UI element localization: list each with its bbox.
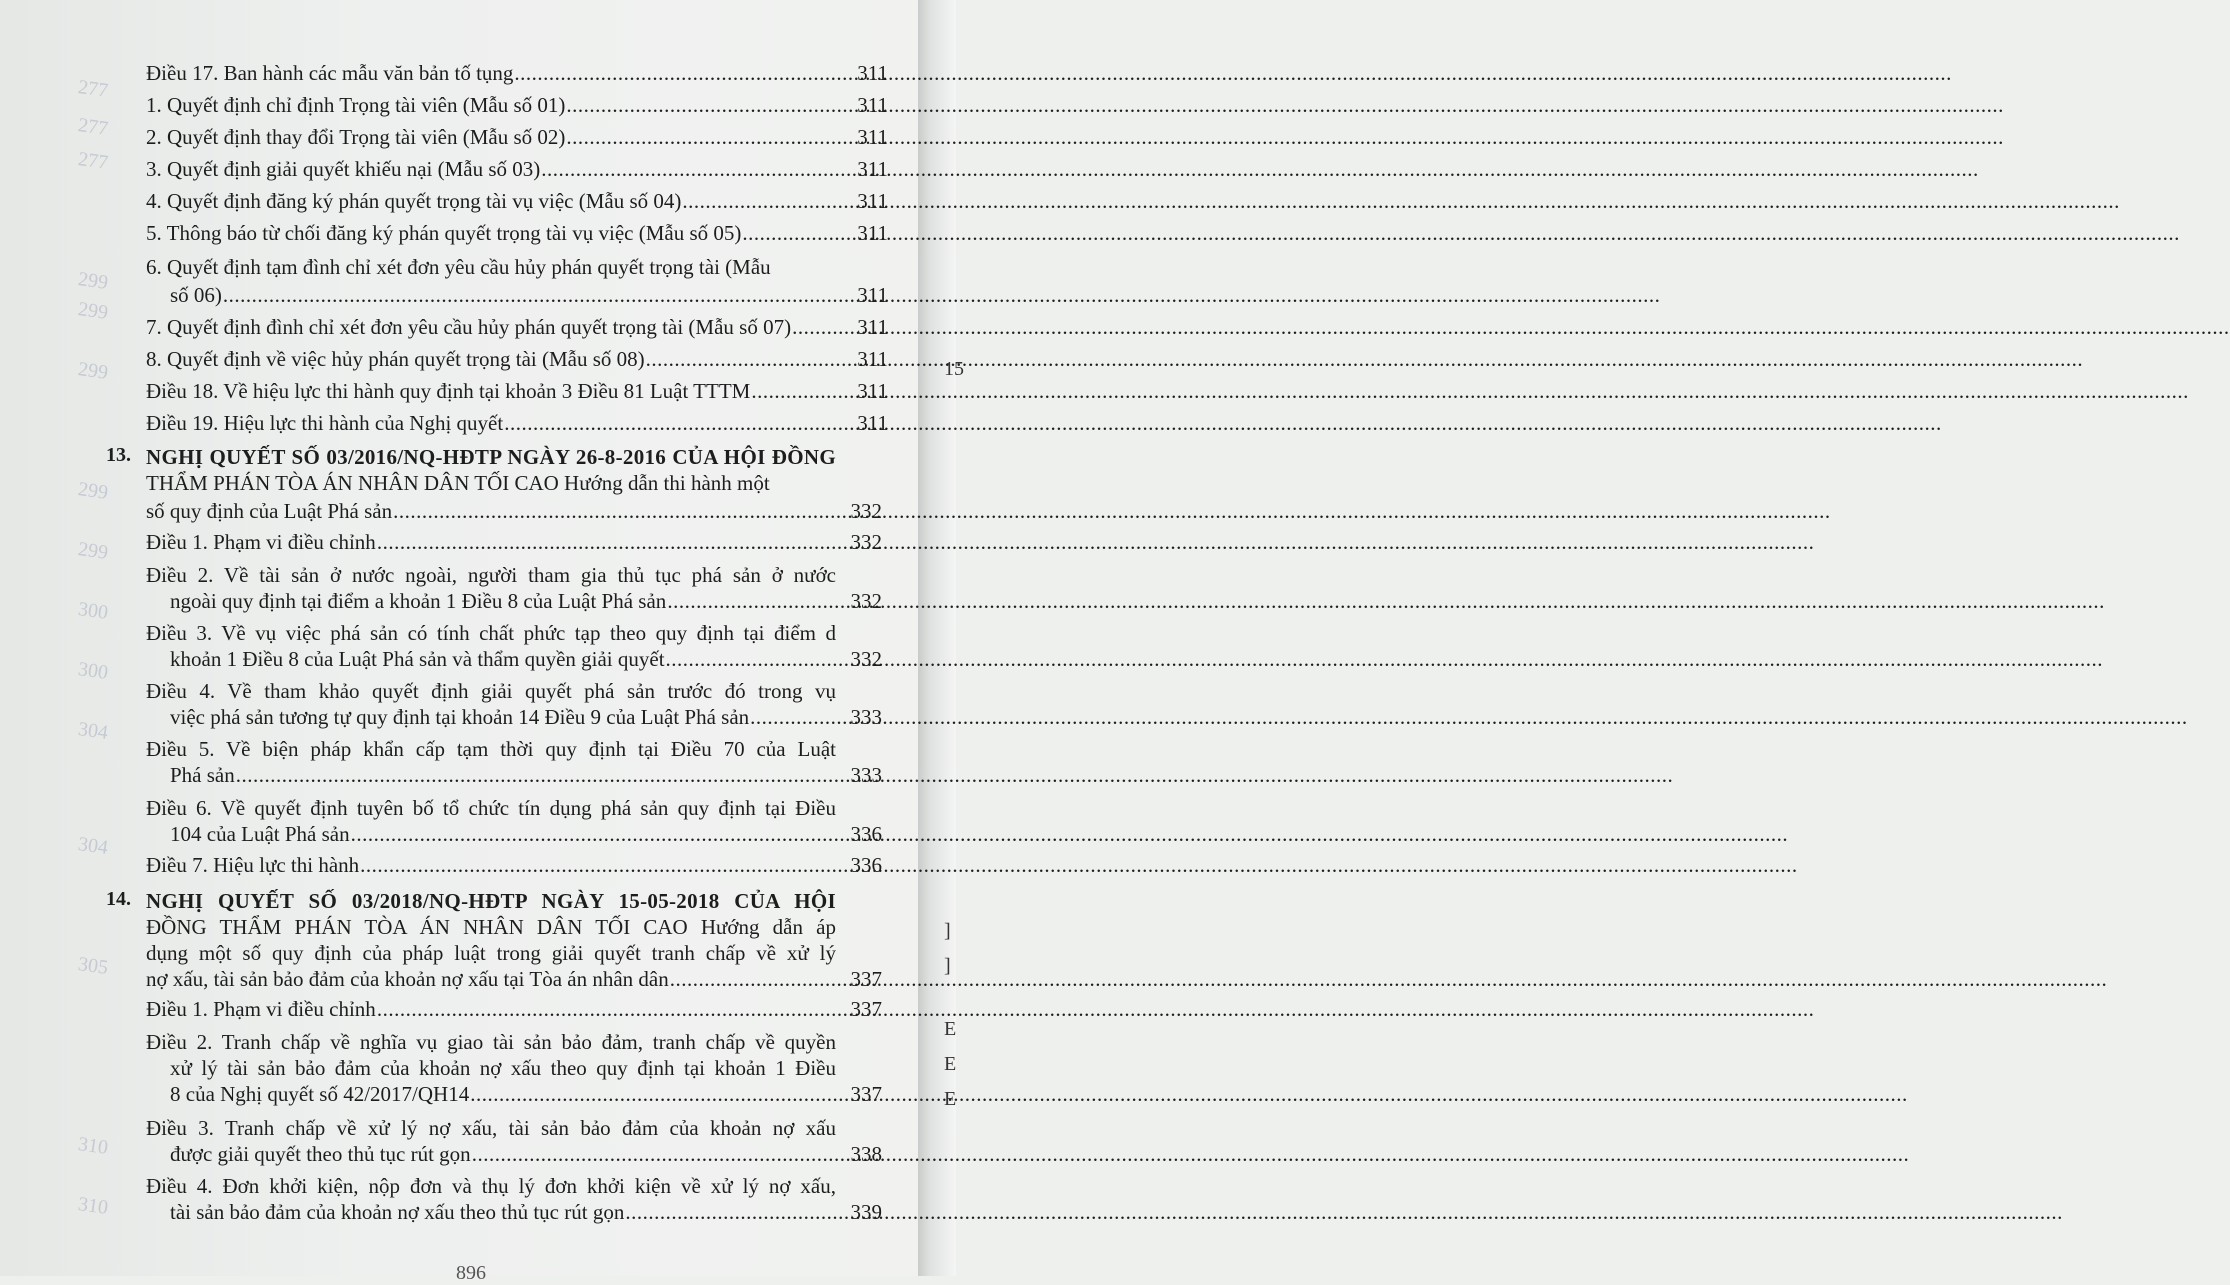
leader-dots bbox=[625, 1199, 849, 1225]
ghost-number: 310 bbox=[76, 1133, 110, 1159]
toc-entry-title: Điều 1. Phạm vi điều chỉnh bbox=[146, 530, 376, 554]
ghost-number: 299 bbox=[76, 298, 110, 324]
page-number: 896 bbox=[456, 1262, 486, 1284]
ghost-number: 299 bbox=[76, 538, 110, 564]
ghost-number: 310 bbox=[76, 1193, 110, 1219]
toc-entry-page: 336 bbox=[850, 853, 882, 877]
leader-dots bbox=[377, 996, 850, 1022]
toc-entry-page: 332 bbox=[850, 499, 882, 523]
ghost-number: 277 bbox=[76, 114, 110, 140]
toc-entry-page: 332 bbox=[850, 589, 882, 613]
leader-dots bbox=[566, 124, 856, 150]
toc-entry-line: Điều 6. Về quyết định tuyên bố tổ chức tín dụng phá sản quy định tại Điều bbox=[146, 796, 836, 820]
leader-dots bbox=[750, 704, 849, 730]
toc-entry-title: 3. Quyết định giải quyết khiếu nại (Mẫu số 03) bbox=[146, 157, 541, 181]
toc-entry bbox=[146, 346, 888, 372]
toc-entry-page: 311 bbox=[857, 157, 888, 181]
leader-dots bbox=[670, 966, 850, 992]
toc-entry-page: 339 bbox=[850, 1200, 882, 1224]
toc-entry-page: 333 bbox=[850, 705, 882, 729]
leader-dots bbox=[470, 1081, 849, 1107]
toc-entry-page: 311 bbox=[857, 93, 888, 117]
section-heading: NGHỊ QUYẾT SỐ 03/2018/NQ-HĐTP NGÀY 15-05-2018 CỦA HỘI bbox=[146, 889, 836, 913]
toc-entry bbox=[146, 498, 882, 524]
toc-entry bbox=[146, 410, 888, 436]
leader-dots bbox=[682, 188, 856, 214]
toc-entry bbox=[146, 996, 882, 1022]
edge-char: ] bbox=[944, 955, 951, 977]
toc-entry-line: Điều 2. Về tài sản ở nước ngoài, người tham gia thủ tục phá sản ở nước bbox=[146, 563, 836, 587]
toc-entry-line: Điều 5. Về biện pháp khẩn cấp tạm thời quy định tại Điều 70 của Luật bbox=[146, 737, 836, 761]
toc-entry-line: Điều 2. Tranh chấp về nghĩa vụ giao tài sản bảo đảm, tranh chấp về quyền bbox=[146, 1030, 836, 1054]
toc-entry bbox=[170, 282, 888, 308]
table-of-contents bbox=[0, 0, 920, 1276]
toc-entry-title: 1. Quyết định chỉ định Trọng tài viên (Mẫu số 01) bbox=[146, 93, 566, 117]
ghost-number: 299 bbox=[76, 478, 110, 504]
toc-entry-line: 6. Quyết định tạm đình chỉ xét đơn yêu cầu hủy phán quyết trọng tài (Mẫu bbox=[146, 255, 771, 279]
toc-entry-page: 311 bbox=[857, 283, 888, 307]
leader-dots bbox=[393, 498, 849, 524]
toc-entry-line: Điều 3. Về vụ việc phá sản có tính chất phức tạp theo quy định tại điểm d bbox=[146, 621, 836, 645]
leader-dots bbox=[236, 762, 850, 788]
toc-entry-title: nợ xấu, tài sản bảo đảm của khoản nợ xấu tại Tòa án nhân dân bbox=[146, 967, 669, 991]
toc-entry bbox=[146, 378, 888, 404]
toc-entry bbox=[146, 188, 888, 214]
toc-entry-page: 311 bbox=[857, 189, 888, 213]
leader-dots bbox=[667, 588, 849, 614]
toc-entry-page: 311 bbox=[857, 61, 888, 85]
ghost-number: 300 bbox=[76, 598, 110, 624]
toc-entry-title: 2. Quyết định thay đổi Trọng tài viên (Mẫu số 02) bbox=[146, 125, 566, 149]
leader-dots bbox=[472, 1141, 850, 1167]
toc-entry bbox=[170, 1141, 882, 1167]
toc-entry-title: Điều 18. Về hiệu lực thi hành quy định tại khoản 3 Điều 81 Luật TTTM bbox=[146, 379, 751, 403]
leader-dots bbox=[514, 60, 856, 86]
toc-entry-title: việc phá sản tương tự quy định tại khoản 14 Điều 9 của Luật Phá sản bbox=[170, 705, 750, 729]
section-heading: NGHỊ QUYẾT SỐ 03/2016/NQ-HĐTP NGÀY 26-8-2016 CỦA HỘI ĐỒNG bbox=[146, 445, 836, 469]
leader-dots bbox=[742, 220, 856, 246]
toc-entry bbox=[146, 852, 882, 878]
ghost-number: 277 bbox=[76, 76, 110, 102]
leader-dots bbox=[377, 529, 850, 555]
toc-entry-page: 337 bbox=[850, 1082, 882, 1106]
ghost-number: 304 bbox=[76, 718, 110, 744]
toc-entry-page: 311 bbox=[857, 125, 888, 149]
edge-char: 15 bbox=[944, 358, 964, 380]
toc-entry-line: Điều 3. Tranh chấp về xử lý nợ xấu, tài sản bảo đảm của khoản nợ xấu bbox=[146, 1116, 836, 1140]
toc-entry-title: được giải quyết theo thủ tục rút gọn bbox=[170, 1142, 471, 1166]
toc-entry-page: 336 bbox=[850, 822, 882, 846]
toc-entry-title: ngoài quy định tại điểm a khoản 1 Điều 8 của Luật Phá sản bbox=[170, 589, 667, 613]
toc-entry bbox=[170, 646, 882, 672]
toc-entry bbox=[170, 821, 882, 847]
toc-entry bbox=[146, 124, 888, 150]
toc-entry bbox=[170, 1199, 882, 1225]
ghost-number: 299 bbox=[76, 358, 110, 384]
ghost-number: 299 bbox=[76, 268, 110, 294]
toc-entry-title: 5. Thông báo từ chối đăng ký phán quyết trọng tài vụ việc (Mẫu số 05) bbox=[146, 221, 742, 245]
toc-entry-page: 332 bbox=[850, 647, 882, 671]
toc-entry-title: Điều 17. Ban hành các mẫu văn bản tố tụng bbox=[146, 61, 514, 85]
toc-entry-title: số quy định của Luật Phá sản bbox=[146, 499, 393, 523]
section-heading-line: ĐỒNG THẨM PHÁN TÒA ÁN NHÂN DÂN TỐI CAO Hướng dẫn áp bbox=[146, 915, 836, 939]
leader-dots bbox=[792, 314, 856, 340]
toc-entry-page: 338 bbox=[850, 1142, 882, 1166]
toc-entry-title: 104 của Luật Phá sản bbox=[170, 822, 350, 846]
toc-entry bbox=[146, 314, 888, 340]
edge-char: E bbox=[944, 1018, 957, 1040]
toc-entry-page: 311 bbox=[857, 347, 888, 371]
leader-dots bbox=[223, 282, 856, 308]
section-number: 13. bbox=[106, 444, 131, 466]
leader-dots bbox=[646, 346, 857, 372]
toc-entry-title: Phá sản bbox=[170, 763, 235, 787]
toc-entry-line: Điều 4. Về tham khảo quyết định giải quyết phá sản trước đó trong vụ bbox=[146, 679, 836, 703]
toc-entry-title: 8. Quyết định về việc hủy phán quyết trọng tài (Mẫu số 08) bbox=[146, 347, 645, 371]
leader-dots bbox=[566, 92, 856, 118]
toc-entry-title: khoản 1 Điều 8 của Luật Phá sản và thẩm quyền giải quyết bbox=[170, 647, 665, 671]
ghost-number: 277 bbox=[76, 148, 110, 174]
toc-entry-title: Điều 19. Hiệu lực thi hành của Nghị quyết bbox=[146, 411, 504, 435]
toc-entry-page: 311 bbox=[857, 221, 888, 245]
toc-entry-title: Điều 1. Phạm vi điều chỉnh bbox=[146, 997, 376, 1021]
toc-entry-title: 8 của Nghị quyết số 42/2017/QH14 bbox=[170, 1082, 470, 1106]
leader-dots bbox=[541, 156, 856, 182]
leader-dots bbox=[666, 646, 850, 672]
toc-entry-page: 337 bbox=[850, 997, 882, 1021]
toc-entry bbox=[146, 220, 888, 246]
edge-char: E bbox=[944, 1088, 957, 1110]
edge-char: E bbox=[944, 1053, 957, 1075]
ghost-number: 300 bbox=[76, 658, 110, 684]
toc-entry bbox=[170, 1081, 882, 1107]
ghost-number: 304 bbox=[76, 833, 110, 859]
ghost-number: 305 bbox=[76, 953, 110, 979]
toc-entry bbox=[146, 92, 888, 118]
toc-entry bbox=[146, 156, 888, 182]
toc-entry-title: số 06) bbox=[170, 283, 222, 307]
toc-entry-title: 7. Quyết định đình chỉ xét đơn yêu cầu hủy phán quyết trọng tài (Mẫu số 07) bbox=[146, 315, 792, 339]
leader-dots bbox=[751, 378, 856, 404]
toc-entry bbox=[146, 60, 888, 86]
leader-dots bbox=[351, 821, 850, 847]
toc-entry bbox=[170, 588, 882, 614]
toc-entry-page: 333 bbox=[850, 763, 882, 787]
section-heading-line: THẨM PHÁN TÒA ÁN NHÂN DÂN TỐI CAO Hướng dẫn thi hành một bbox=[146, 471, 770, 495]
section-heading-line: dụng một số quy định của pháp luật trong giải quyết tranh chấp về xử lý bbox=[146, 941, 836, 965]
toc-entry-page: 337 bbox=[850, 967, 882, 991]
toc-entry bbox=[170, 704, 882, 730]
toc-entry bbox=[146, 529, 882, 555]
toc-entry-title: Điều 7. Hiệu lực thi hành bbox=[146, 853, 360, 877]
toc-entry-line: Điều 4. Đơn khởi kiện, nộp đơn và thụ lý đơn khởi kiện về xử lý nợ xấu, bbox=[146, 1174, 836, 1198]
leader-dots bbox=[504, 410, 856, 436]
toc-entry-title: 4. Quyết định đăng ký phán quyết trọng tài vụ việc (Mẫu số 04) bbox=[146, 189, 682, 213]
toc-entry-page: 311 bbox=[857, 411, 888, 435]
toc-entry-title: tài sản bảo đảm của khoản nợ xấu theo thủ tục rút gọn bbox=[170, 1200, 625, 1224]
toc-entry-page: 332 bbox=[850, 530, 882, 554]
toc-entry-page: 311 bbox=[857, 379, 888, 403]
toc-entry-page: 311 bbox=[857, 315, 888, 339]
toc-entry-line: xử lý tài sản bảo đảm của khoản nợ xấu theo quy định tại khoản 1 Điều bbox=[170, 1056, 836, 1080]
section-number: 14. bbox=[106, 888, 131, 910]
toc-entry bbox=[146, 966, 882, 992]
toc-entry bbox=[170, 762, 882, 788]
edge-char: ] bbox=[944, 920, 951, 942]
leader-dots bbox=[360, 852, 849, 878]
